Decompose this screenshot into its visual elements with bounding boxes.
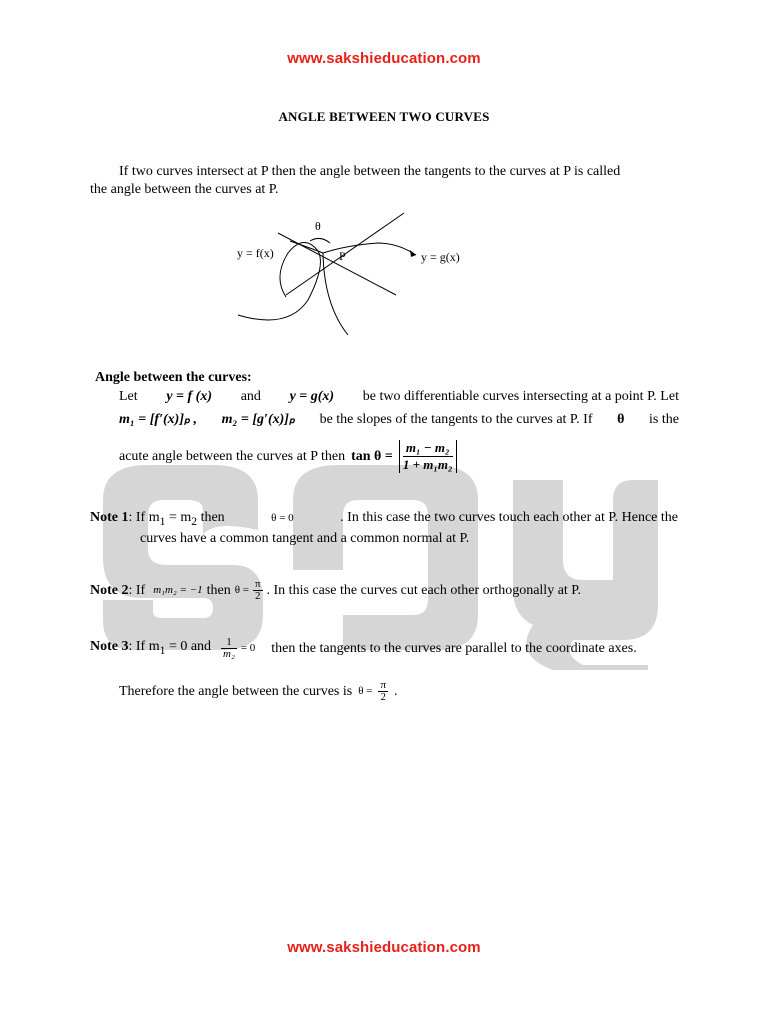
section-text-2: be the slopes of the tangents to the curves at P. If xyxy=(319,412,593,427)
note-2-line xyxy=(90,579,581,602)
tangent-line-2 xyxy=(278,233,396,295)
and-text: and xyxy=(240,389,261,404)
intro-line-2: the angle between the curves at P. xyxy=(90,182,279,197)
tan-formula xyxy=(399,440,457,473)
note-1-text-c: = m xyxy=(165,510,192,525)
tan-numerator: m₁ − m₂ xyxy=(403,440,453,457)
section-text-1: be two differentiable curves intersecting at a point P. Let xyxy=(362,389,679,404)
therefore-line xyxy=(119,680,398,703)
note-2-theta-eq: θ = xyxy=(234,584,249,596)
note-3-line xyxy=(90,637,637,660)
let-text: Let xyxy=(119,389,138,404)
note-1-line-2: curves have a common tangent and a common normal at P. xyxy=(140,531,470,546)
note-1-text-e: then xyxy=(197,510,225,525)
note-3-label: Note 3 xyxy=(90,639,129,655)
section-heading: Angle between the curves: xyxy=(95,370,252,385)
note-1-sub-2: 2 xyxy=(191,514,198,528)
note-3-eq0: = 0 xyxy=(240,642,256,654)
theta-arc xyxy=(310,238,330,243)
section-line-3 xyxy=(119,440,457,473)
note-3-frac-num: 1 xyxy=(221,637,237,649)
note-2-pre: : If xyxy=(128,583,146,598)
curve-lower xyxy=(323,253,348,335)
therefore-theta-eq: θ = xyxy=(358,685,373,697)
section-text-3: acute angle between the curves at P then xyxy=(119,449,346,464)
y-g: y = g(x) xyxy=(289,389,335,404)
therefore-two: 2 xyxy=(380,691,386,703)
note-2-fraction xyxy=(253,579,263,602)
note-2-post: . In this case the curves cut each other orthogonally at P. xyxy=(266,583,582,598)
therefore-text: Therefore the angle between the curves is xyxy=(119,684,353,699)
therefore-period: . xyxy=(394,684,398,699)
therefore-pi: π xyxy=(380,679,387,691)
theta-symbol: θ xyxy=(617,412,625,427)
note-1-text-f: . In this case the two curves touch each other at P. Hence the xyxy=(340,510,678,525)
note-3-fraction xyxy=(221,637,237,660)
curves-figure xyxy=(228,205,488,350)
note-2-pi: π xyxy=(254,578,261,590)
note-3-mid: = 0 and xyxy=(165,639,212,655)
note-1-cond: θ = 0 xyxy=(271,512,294,524)
intro-line-1: If two curves intersect at P then the angle between the tangents to the curves at P is called xyxy=(119,164,621,179)
note-1-line-1 xyxy=(90,509,678,530)
m2-def: m₂ = [g′(x)]ₚ xyxy=(221,412,295,427)
m1-def: m₁ = [f′(x)]ₚ , xyxy=(119,412,197,427)
note-2-cond: m₁m₂ = −1 xyxy=(153,584,203,596)
section-text-2b: is the xyxy=(649,412,679,427)
note-2-label: Note 2 xyxy=(90,583,129,598)
note-2-two: 2 xyxy=(254,590,261,602)
label-p: P xyxy=(339,249,346,263)
tan-denominator: 1 + m₁m₂ xyxy=(402,457,453,472)
page-title: ANGLE BETWEEN TWO CURVES xyxy=(278,109,490,124)
note-3-frac-den: m₂ xyxy=(223,648,235,660)
note-2-then: then xyxy=(206,583,231,598)
note-3-post: then the tangents to the curves are parallel to the coordinate axes. xyxy=(271,641,637,656)
section-line-2 xyxy=(119,411,679,428)
note-3-sub: 1 xyxy=(159,643,166,657)
note-1-sub-1: 1 xyxy=(159,514,166,528)
header-site-link[interactable]: www.sakshieducation.com xyxy=(287,50,481,67)
note-1-text-a: : If m xyxy=(128,510,160,525)
label-theta: θ xyxy=(315,219,321,233)
section-line-1 xyxy=(119,388,679,405)
label-g: y = g(x) xyxy=(421,250,460,264)
therefore-fraction xyxy=(378,680,388,703)
footer-site-link[interactable]: www.sakshieducation.com xyxy=(287,939,481,956)
note-1-label: Note 1 xyxy=(90,510,129,525)
tan-label: tan θ = xyxy=(351,449,393,464)
y-f: y = f (x) xyxy=(166,389,213,404)
note-3-pre: : If m xyxy=(128,639,160,655)
label-f: y = f(x) xyxy=(237,246,274,260)
